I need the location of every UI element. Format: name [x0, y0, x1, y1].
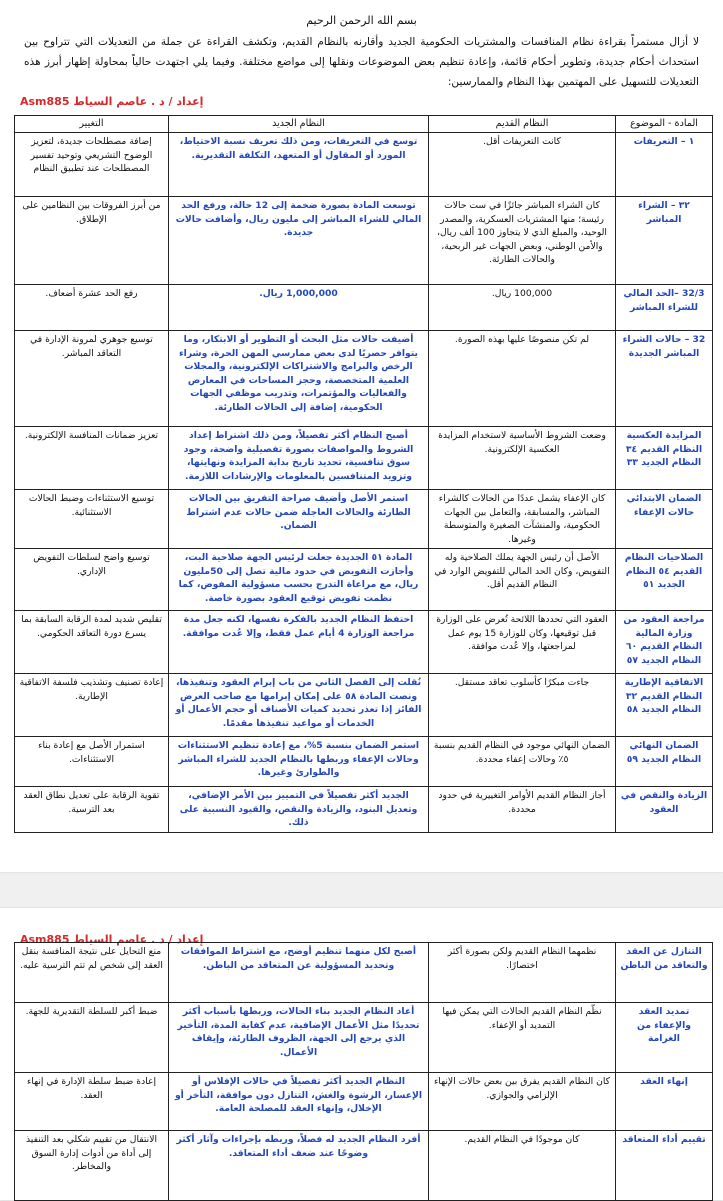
table-row — [15, 787, 713, 833]
row-new: توسعت المادة بصورة ضخمة إلى 12 حالة، ورفع الحد المالي للشراء المباشر إلى مليون ريال، وأضافت حالات جديدة. — [169, 197, 429, 285]
row-new: استمر الأصل وأضيف صراحة التفريق بين الحالات الطارئة والحالات العاجلة ضمن حالات عدم اشتراط الضمان. — [169, 490, 429, 549]
row-old: نظمهما النظام القديم ولكن بصورة أكثر اختصارًا. — [429, 943, 616, 1003]
row-old: العقود التي تحددها اللائحة تُعرض على الوزارة قبل توقيعها، وكان للوزارة 15 يوم عمل لمراجعتها، وإلا عُدت موافقة. — [429, 611, 616, 674]
row-topic: الزيادة والنقص في العقود — [616, 787, 713, 833]
row-change: توسيع واضح لسلطات التفويض الإداري. — [15, 549, 169, 611]
row-new: استمر الضمان بنسبة 5%، مع إعادة تنظيم الاستثناءات وحالات الإعفاء وربطها بالنظام الجديد للشراء المباشر والطوارئ وغيرها. — [169, 737, 429, 787]
row-old: كان موجودًا في النظام القديم. — [429, 1131, 616, 1201]
row-topic: 32 – حالات الشراء المباشر الجديدة — [616, 331, 713, 427]
table-row — [15, 490, 713, 549]
basmala: بسم الله الرحمن الرحيم — [306, 14, 417, 27]
row-old: لم تكن منصوصًا عليها بهذه الصورة. — [429, 331, 616, 427]
header-old-system: النظام القديم — [429, 116, 616, 133]
header-new-system: النظام الجديد — [169, 116, 429, 133]
author-credit: إعداد / د . عاصم السياط Asm885 — [20, 933, 204, 946]
row-topic: التنازل عن العقد والتعاقد من الباطن — [616, 943, 713, 1003]
row-new: أضيفت حالات مثل البحث أو التطوير أو الابتكار، وما يتوافر حصريًا لدى بعض ممارسي المهن الحرة، وشراء الرخص والبرامج والاشتراكات الإلكترونية، والمجلات العلمية المتخصصة، وحجز المساحات في المعارض والفعاليات والمؤتمرات، وتدريب موظفي الجهات الحكومية، إضافة إلى الحالات الطارئة. — [169, 331, 429, 427]
row-topic: الضمان النهائي النظام الجديد ٥٩ — [616, 737, 713, 787]
row-change: توسيع الاستثناءات وضبط الحالات الاستثنائية. — [15, 490, 169, 549]
row-new: أصبح لكل منهما تنظيم أوضح، مع اشتراط الموافقات وتحديد المسؤولية عن المتعاقد من الباطن. — [169, 943, 429, 1003]
row-topic: مراجعة العقود من وزارة المالية النظام القديم ٦٠ النظام الجديد ٥٧ — [616, 611, 713, 674]
row-change: تقليص شديد لمدة الرقابة السابقة بما يسرع دورة التعاقد الحكومي. — [15, 611, 169, 674]
row-old: 100,000 ريال. — [429, 285, 616, 331]
row-change: رفع الحد عشرة أضعاف. — [15, 285, 169, 331]
row-topic: المزايدة العكسية النظام القديم ٣٤ النظام الجديد ٣٣ — [616, 427, 713, 490]
table-row — [15, 1003, 713, 1073]
row-change: تعزيز ضمانات المنافسة الإلكترونية. — [15, 427, 169, 490]
table-row — [15, 285, 713, 331]
table-row — [15, 331, 713, 427]
row-old: جاءت مبكرًا كأسلوب تعاقد مستقل. — [429, 674, 616, 737]
table-row — [15, 674, 713, 737]
row-topic: الصلاحيات النظام القديم ٥٤ النظام الجديد ٥١ — [616, 549, 713, 611]
row-topic: الضمان الابتدائي حالات الإعفاء — [616, 490, 713, 549]
row-change: استمرار الأصل مع إعادة بناء الاستثناءات. — [15, 737, 169, 787]
table-row — [15, 943, 713, 1003]
row-new: الجديد أكثر تفصيلاً في التمييز بين الأمر الإضافي، وتعديل البنود، والزيادة والنقص، والقيود النسبية على ذلك. — [169, 787, 429, 833]
row-topic: تقييم أداء المتعاقد — [616, 1131, 713, 1201]
row-new: أعاد النظام الجديد بناء الحالات، وربطها بأسباب أكثر تحديدًا مثل الأعمال الإضافية، عدم كفاية المدة، التأخير الذي يرجع إلى الجهة، الظروف الطارئة، وإيقاف الأعمال. — [169, 1003, 429, 1073]
row-new: أصبح النظام أكثر تفصيلاً، ومن ذلك اشتراط إعداد الشروط والمواصفات بصورة تفصيلية واضحة، وجود سوق تنافسية، تحديد تاريخ بداية المزايدة ونهايتها، وتزويد المتنافسين بالمعلومات والإرشادات اللازمة. — [169, 427, 429, 490]
table-row — [15, 611, 713, 674]
row-topic: تمديد العقد والإعفاء من الغرامة — [616, 1003, 713, 1073]
row-new: أفرد النظام الجديد له فصلاً، وربطه بإجراءات وآثار أكثر وضوحًا عند ضعف أداء المتعاقد. — [169, 1131, 429, 1201]
author-credit: إعداد / د . عاصم السياط Asm885 — [20, 95, 204, 108]
row-change: إعادة تصنيف وتشذيب فلسفة الاتفاقية الإطارية. — [15, 674, 169, 737]
row-old: الضمان النهائي موجود في النظام القديم بنسبة ٥٪ وحالات إعفاء محددة. — [429, 737, 616, 787]
row-new: النظام الجديد أكثر تفصيلاً في حالات الإفلاس أو الإعسار، الرشوة والغش، التنازل دون موافقة، التأخر أو الإخلال، وإنهاء العقد للمصلحة العامة. — [169, 1073, 429, 1131]
row-change: ضبط أكبر للسلطة التقديرية للجهة. — [15, 1003, 169, 1073]
table-row — [15, 737, 713, 787]
row-old: الأصل أن رئيس الجهة يملك الصلاحية وله التفويض، وكان الحد المالي للتفويض الوارد في النظام القديم أقل. — [429, 549, 616, 611]
row-new: نُقلت إلى الفصل الثاني من باب إبرام العقود وتنفيذها، ونصت المادة ٥٨ على إمكان إبرامها مع صاحب العرض الفائز إذا تعذر تحديد كميات الأصناف أو حجم الأعمال أو الخدمات أو مواعيد تنفيذها مقدمًا. — [169, 674, 429, 737]
row-old: كان النظام القديم يفرق بين بعض حالات الإنهاء الإلزامي والجوازي. — [429, 1073, 616, 1131]
row-change: منع التحايل على نتيجة المنافسة بنقل العقد إلى شخص لم تتم الترسية عليه. — [15, 943, 169, 1003]
row-topic: الاتفاقية الإطارية النظام القديم ٣٢ النظام الجديد ٥٨ — [616, 674, 713, 737]
row-change: توسيع جوهري لمرونة الإدارة في التعاقد المباشر. — [15, 331, 169, 427]
row-old: أجاز النظام القديم الأوامر التغييرية في حدود محددة. — [429, 787, 616, 833]
table-row — [15, 1131, 713, 1201]
header-topic: المادة - الموضوع — [616, 116, 713, 133]
row-change: الانتقال من تقييم شكلي بعد التنفيذ إلى أداة من أدوات إدارة السوق والمخاطر. — [15, 1131, 169, 1201]
table-row — [15, 133, 713, 197]
row-new: 1,000,000 ريال. — [169, 285, 429, 331]
table-row — [15, 197, 713, 285]
row-old: كان الإعفاء يشمل عددًا من الحالات كالشراء المباشر، والمسابقة، والتعامل بين الجهات الحكومية، والمنشآت الصغيرة والمتوسطة وغيرها. — [429, 490, 616, 549]
row-old: كان الشراء المباشر جائزًا في ست حالات رئيسة؛ منها المشتريات العسكرية، والمصدر الوحيد، والمبلغ الذي لا يتجاوز 100 ألف ريال، والأمن الوطني، وبعض الجهات غير الربحية، والحالات الطارئة. — [429, 197, 616, 285]
row-topic: إنهاء العقد — [616, 1073, 713, 1131]
row-topic: ١ – التعريفات — [616, 133, 713, 197]
row-topic: ٣٢ – الشراء المباشر — [616, 197, 713, 285]
comparison-table — [14, 115, 713, 833]
row-old: وضعت الشروط الأساسية لاستخدام المزايدة العكسية الإلكترونية. — [429, 427, 616, 490]
row-topic: 32/3 –الحد المالي للشراء المباشر — [616, 285, 713, 331]
row-change: إعادة ضبط سلطة الإدارة في إنهاء العقد. — [15, 1073, 169, 1131]
header-change: التغيير — [15, 116, 169, 133]
comparison-table-continued — [14, 942, 713, 1201]
table-row — [15, 427, 713, 490]
table-header-row — [15, 116, 713, 133]
row-change: من أبرز الفروقات بين النظامين على الإطلاق. — [15, 197, 169, 285]
row-new: توسع في التعريفات، ومن ذلك تعريف نسبة الاحتياط، المورد أو المقاول أو المتعهد، التكلفة التقديرية. — [169, 133, 429, 197]
row-old: كانت التعريفات أقل. — [429, 133, 616, 197]
table-row — [15, 1073, 713, 1131]
table-row — [15, 549, 713, 611]
intro-paragraph: لا أزال مستمراً بقراءة نظام المنافسات والمشتريات الحكومية الجديد وأقارنه بالنظام القديم، وتكشف القراءة عن جملة من التعديلات التي تتراوح بين استحداث أحكام جديدة، وتطوير أحكام قائمة، وإعادة تنظيم بعض الموضوعات ونقلها إلى مواضع مختلفة. وفيما يلي اجتهدت حالياً بمحاولة إظهار أبرز هذه التعديلات للتسهيل على المهتمين بهذا النظام والممارسين: — [24, 36, 699, 88]
row-new: احتفظ النظام الجديد بالفكرة نفسها، لكنه جعل مدة مراجعة الوزارة 4 أيام عمل فقط، وإلا عُدت موافقة. — [169, 611, 429, 674]
row-change: تقوية الرقابة على تعديل نطاق العقد بعد الترسية. — [15, 787, 169, 833]
row-new: المادة ٥١ الجديدة جعلت لرئيس الجهة صلاحية البت، وأجازت التفويض في حدود مالية تصل إلى 50مليون ريال، مع مراعاة التدرج بحسب مسؤولية المفوض، كما نظمت تفويض توقيع العقود بصورة خاصة. — [169, 549, 429, 611]
row-change: إضافة مصطلحات جديدة، لتعزيز الوضوح التشريعي وتوحيد تفسير المصطلحات عند تطبيق النظام — [15, 133, 169, 197]
row-old: نظّم النظام القديم الحالات التي يمكن فيها التمديد أو الإعفاء. — [429, 1003, 616, 1073]
